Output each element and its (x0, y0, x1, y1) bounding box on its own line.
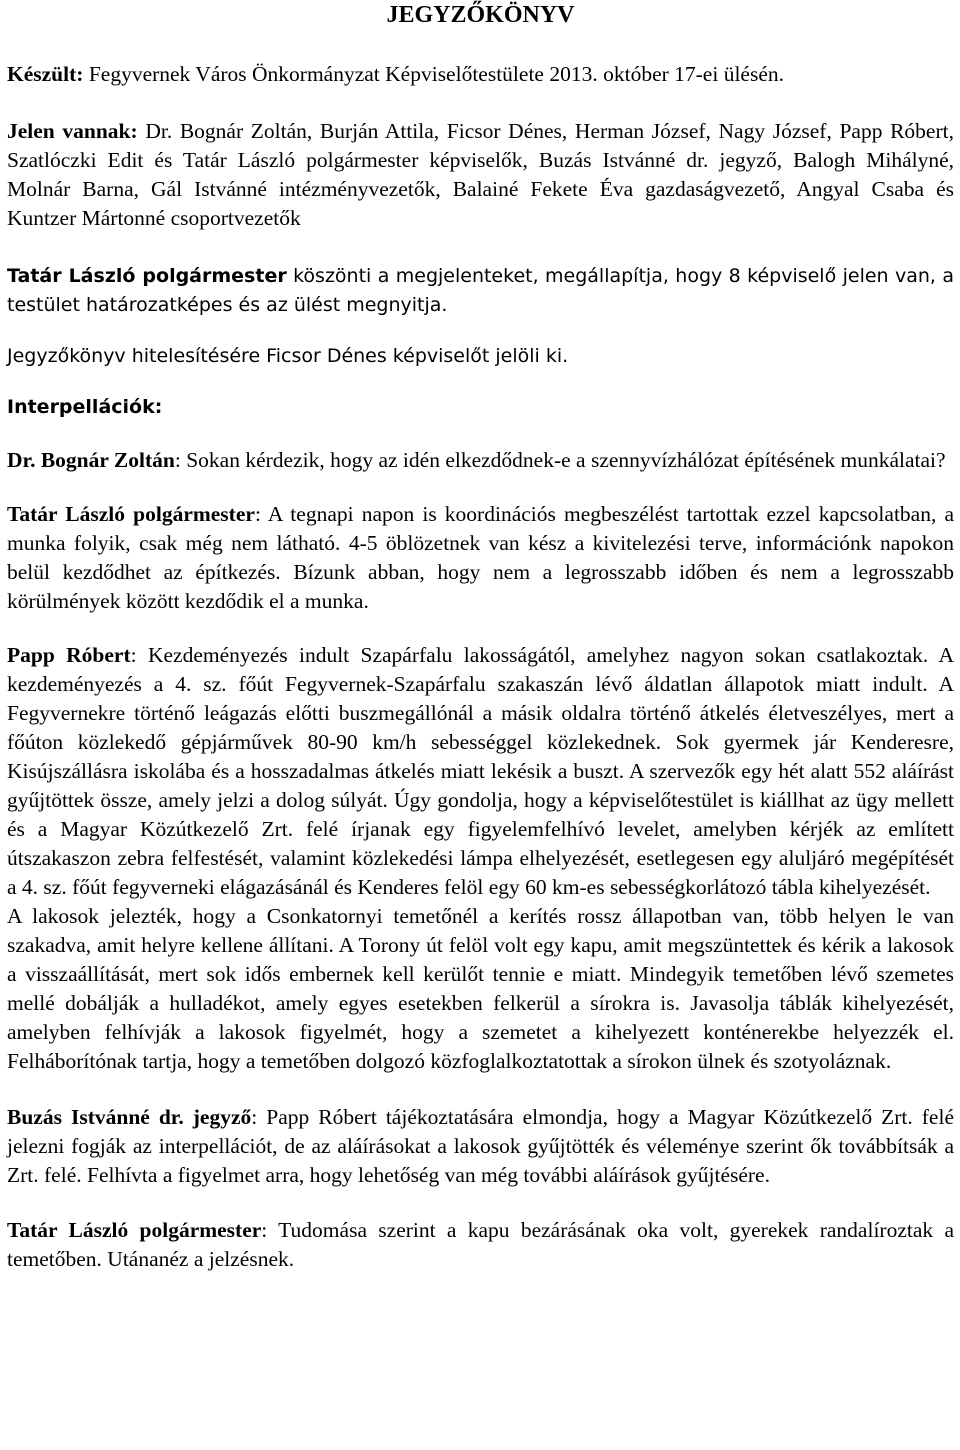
entry-paragraph (7, 500, 954, 616)
entry-text: : Kezdeményezés indult Szapárfalu lakosságától, amelyhez nagyon sokan csatlakoztak. A kezdeményezés a 4. sz. főút Fegyvernek-Szapárfalu szakaszán lévő áldatlan állapotok miatt indult. A Fegyvernekre történő leágazás előtti buszmegállónál a másik oldalra történő átkelés életveszélyes, mert a főúton közlekedő gépjárművek 80-90 km/h sebességgel közlekednek. Sok gyermek jár Kenderesre, Kisújszállásra iskolába és a hosszadalmas átkelés miatt lekésik a buszt. A szervezők egy hét alatt 552 aláírást gyűjtöttek össze, amely jelzi a dolog súlyát. Úgy gondolja, hogy a képviselőtestület is kiállhat az ügy mellett és a Magyar Közútkezelő Zrt. felé írjanak egy figyelemfelhívó levelet, amelyben kérjék az említett útszakaszon zebra felfestését, valamint közlekedési lámpa elhelyezését, esetlegesen egy aluljáró megépítését a 4. sz. főút fegyverneki elágazásánál és Kenderes felöl egy 60 km-es sebességkorlátozó tábla kihelyezését. (7, 643, 954, 899)
opening-paragraph (7, 262, 954, 320)
entry-speaker: Buzás Istvánné dr. jegyző (7, 1105, 252, 1129)
entry-paragraph (7, 902, 954, 1076)
opening-speaker: Tatár László polgármester (7, 265, 287, 287)
present-label: Jelen vannak: (7, 119, 138, 143)
document-page (0, 2, 960, 1274)
section-heading (7, 393, 954, 422)
entry-paragraph (7, 1103, 954, 1190)
made-label: Készült: (7, 62, 84, 86)
entry-paragraph (7, 641, 954, 902)
entry-speaker: Dr. Bognár Zoltán (7, 448, 175, 472)
entry-text: : Tudomása szerint a kapu bezárásának oka volt, gyerekek randalíroztak a temetőben. Utánanéz a jelzésnek. (7, 1218, 954, 1271)
made-paragraph (7, 60, 954, 89)
entry-text: A lakosok jelezték, hogy a Csonkatornyi temetőnél a kerítés rossz állapotban van, több helyen le van szakadva, amit helyre kellene állítani. A Torony út felöl volt egy kapu, amit megszüntettek és kérik a lakosok a visszaállítását, mert sok idős embernek kell kerülőt tennie e miatt. Mindegyik temetőben lévő szemetes mellé dobálják a hulladékot, amely egyes esetekben felkerül a sírokra is. Javasolja táblák kihelyezését, amelyben felhívják a lakosok figyelmét, hogy a szemetet a kihelyezett konténerekbe helyezzék el. Felháborítónak tartja, hogy a temetőben dolgozó közfoglalkoztatottak a sírokon ülnek és szotyoláznak. (7, 904, 954, 1073)
present-paragraph (7, 117, 954, 233)
document-title: JEGYZŐKÖNYV (386, 2, 575, 28)
entry-speaker: Tatár László polgármester (7, 1218, 262, 1242)
entry-text: : Papp Róbert tájékoztatására elmondja, hogy a Magyar Közútkezelő Zrt. felé jelezni fogják az interpellációt, de az aláírásokat a lakosok gyűjtötték és véleménye szerint ők továbbítsák a Zrt. felé. Felhívta a figyelmet arra, hogy lehetőség van még további aláírások gyűjtésére. (7, 1105, 954, 1187)
entry-speaker: Tatár László polgármester (7, 502, 255, 526)
made-text: Fegyvernek Város Önkormányzat Képviselőtestülete 2013. október 17-ei ülésén. (83, 62, 784, 86)
entry-text: : A tegnapi napon is koordinációs megbeszélést tartottak ezzel kapcsolatban, a munka folyik, csak még nem látható. 4-5 öblözetnek van kész a kivitelezési terve, információnk napokon belül kezdődhet az építkezés. Bízunk abban, hogy nem a legrosszabb időben és nem a legrosszabb körülmények között kezdődik el a munka. (7, 502, 955, 613)
section-heading-text: Interpellációk: (7, 396, 163, 418)
opening-text: köszönti a megjelenteket, megállapítja, hogy 8 képviselő jelen van, a testület határozatképes és az ülést megnyitja. (7, 265, 954, 316)
entry-text: : Sokan kérdezik, hogy az idén elkezdődnek-e a szennyvízhálózat építésének munkálatai? (174, 448, 946, 472)
present-text: Dr. Bognár Zoltán, Burján Attila, Ficsor Dénes, Herman József, Nagy József, Papp Róbert, Szatlóczki Edit és Tatár László polgármester képviselők, Buzás Istvánné dr. jegyző, Balogh Mihályné, Molnár Barna, Gál Istvánné intézményvezetők, Balainé Fekete Éva gazdaságvezető, Angyal Csaba és Kuntzer Mártonné csoportvezetők (7, 119, 954, 230)
entry-paragraph (7, 446, 954, 475)
entry-speaker: Papp Róbert (7, 643, 131, 667)
entry-paragraph (7, 1216, 954, 1274)
authentication-paragraph: Jegyzőkönyv hitelesítésére Ficsor Dénes képviselőt jelöli ki. (7, 345, 569, 367)
